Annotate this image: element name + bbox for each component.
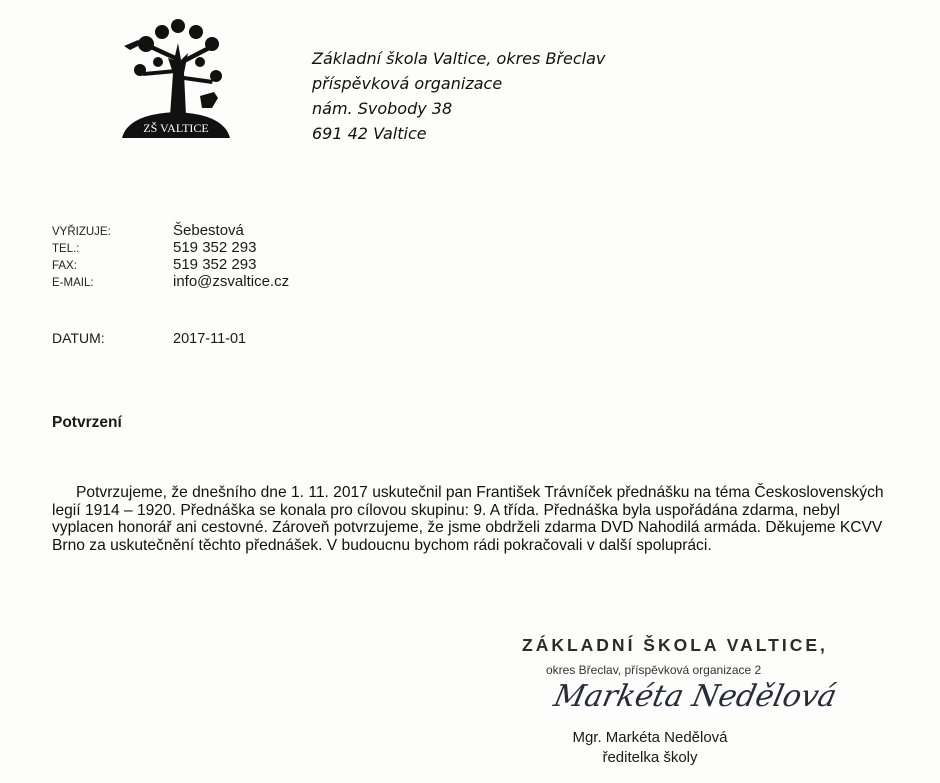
date-label: DATUM: [52,330,105,346]
date-row [52,330,246,347]
contact-value: 519 352 293 [173,256,257,273]
signature-icon [550,670,840,720]
stamp-organization: okres Břeclav, příspěvková organizace 2 [546,663,762,677]
contact-row-email [52,273,289,290]
signature [550,670,840,720]
school-city: 691 42 Valtice [312,124,427,143]
stamp-school-name: ZÁKLADNÍ ŠKOLA VALTICE, [522,635,828,655]
contact-label: E-MAIL: [52,277,94,289]
contact-info [52,222,289,290]
school-name: Základní škola Valtice, okres Břeclav [312,49,606,68]
logo-text: ZŠ VALTICE [143,121,209,135]
signature-text: Markéta Nedělová [550,679,840,714]
document-heading: Potvrzení [52,414,122,431]
contact-value: info@zsvaltice.cz [173,273,290,290]
school-type: příspěvková organizace [312,74,503,93]
school-street: nám. Svobody 38 [312,99,453,118]
contact-row-handler [52,222,289,239]
contact-label: FAX: [52,260,77,272]
date-value: 2017-11-01 [173,331,247,347]
contact-row-fax [52,256,289,273]
signer-title: ředitelka školy [602,749,698,766]
school-logo [118,18,234,138]
contact-label: TEL.: [52,243,80,255]
body-paragraph: Potvrzujeme, že dnešního dne 1. 11. 2017 uskutečnil pan František Trávníček přednášku na téma Československých legií 1914 – 1920. Přednáška se konala pro cílovou skupinu: 9. A třída. Přednáška byla uspořádána zdarma, nebyl vyplacen honorář ani cestovné. Zároveň potvrzujeme, že jsme obdrželi zdarma DVD Nahodilá armáda. Děkujeme KCVV Brno za uskutečnění těchto přednášek. V budoucnu bychom rádi pokračovali v další spolupráci. [52,484,884,554]
signer-block [520,728,780,768]
signer-name: Mgr. Markéta Nedělová [572,729,728,746]
tree-logo-icon [118,18,234,138]
contact-row-tel [52,239,289,256]
contact-value: Šebestová [173,222,244,239]
document-body [52,484,902,554]
school-address [312,46,605,146]
contact-value: 519 352 293 [173,239,257,256]
contact-label: VYŘIZUJE: [52,226,111,238]
